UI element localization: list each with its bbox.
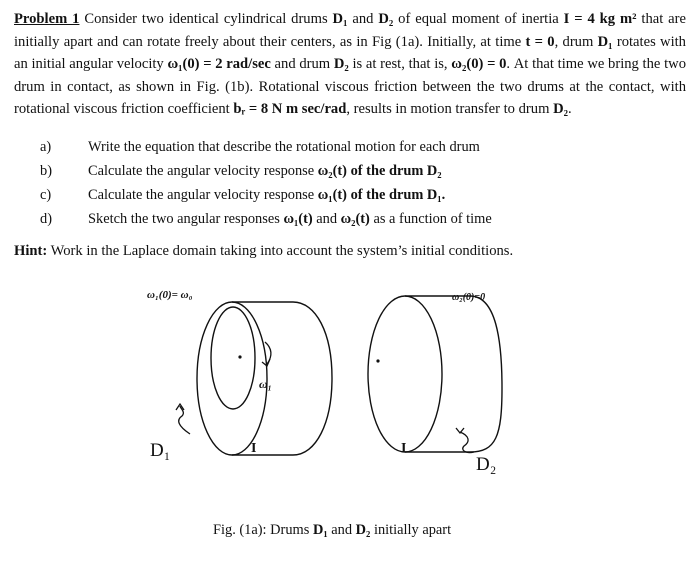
text-segment: that are initially apart and can rotate freely about their centers, as in Fig (1a). Initially, at time (14, 11, 686, 50)
text-segment: . (568, 101, 572, 118)
drum1-body (232, 302, 332, 455)
drum1-label: D₁ (150, 440, 171, 461)
drum1-ref: D₁ (597, 33, 613, 50)
question-bold: ω₁(t) of the drum D₁ (317, 187, 442, 203)
rotation-arrow-drum2 (456, 428, 474, 453)
inertia1-label: I (251, 441, 257, 456)
omega1-initial: ω₁(0) = 2 rad/sec (167, 56, 271, 73)
hint-text: Work in the Laplace domain taking into account the system’s initial conditions. (47, 243, 514, 259)
text-segment: and (347, 11, 379, 27)
drum-2 (368, 296, 502, 452)
drum1-face (197, 302, 267, 455)
omega2-initial: ω₂(0) = 0 (451, 56, 507, 73)
friction-coefficient: bᵣ = 8 N m sec/rad (233, 101, 347, 118)
text-segment: of equal moment of inertia (393, 11, 564, 27)
drum2-label: D₂ (476, 454, 497, 475)
text-segment: is at rest, that is, (348, 56, 452, 73)
question-label: d) (40, 211, 52, 227)
caption-drum1: D₁ (312, 522, 328, 538)
question-bold: ω₁(t) (283, 211, 313, 227)
question-bold: ω₂(t) of the drum D₂ (317, 163, 442, 179)
question-text: Calculate the angular velocity response (88, 163, 318, 179)
text-segment: and drum (270, 56, 334, 73)
question-label: c) (40, 187, 52, 203)
caption-text: and (327, 522, 356, 538)
inertia-value: I = 4 kg m² (563, 11, 637, 27)
caption-text: Fig. (1a): Drums (213, 522, 313, 538)
drum2-ref: D₂ (333, 56, 349, 73)
drum2-ref: D₂ (378, 11, 394, 27)
time-zero: t = 0 (525, 33, 555, 50)
question-text: Write the equation that describe the rotational motion for each drum (88, 139, 480, 155)
drum2-face (368, 296, 442, 452)
omega2-initial-label: ω₂(0)=0 (452, 292, 486, 303)
question-label: a) (40, 139, 52, 155)
drum2-center (376, 359, 379, 362)
figure-caption (213, 519, 451, 541)
text-segment: , results in motion transfer to drum (346, 101, 554, 118)
hint-label: Hint: (14, 243, 48, 259)
drum1-center (238, 355, 241, 358)
drum2-body (405, 296, 502, 452)
question-bold: ω₂(t) (340, 211, 370, 227)
question-text: as a function of time (369, 211, 492, 227)
omega1-initial-label: ω₁(0)= ω₀ (147, 289, 193, 301)
drum1-inner-face (211, 307, 255, 409)
text-segment: Consider two identical cylindrical drums (79, 11, 333, 27)
omega1-label: ω₁ (259, 377, 272, 391)
question-label: b) (40, 163, 52, 179)
text-segment: . At that time we bring the two drum in contact, as shown in Fig. (1b). Rotational viscous friction between the two drums at the contact, with rotational viscous friction coefficient (14, 56, 686, 118)
text-segment: , drum (554, 33, 598, 50)
problem-title: Problem 1 (14, 11, 80, 27)
question-text: Calculate the angular velocity response (88, 187, 318, 203)
caption-text: initially apart (370, 522, 452, 538)
drum2-ref: D₂ (553, 101, 568, 118)
caption-drum2: D₂ (355, 522, 371, 538)
question-text: . (441, 187, 446, 203)
rotation-arrow-drum1 (176, 404, 190, 434)
text-segment: rotates with an initial angular velocity (14, 33, 686, 73)
question-text: Sketch the two angular responses (88, 211, 284, 227)
inertia2-label: I (401, 441, 407, 456)
drum1-ref: D₁ (332, 11, 348, 27)
question-text: and (312, 211, 341, 227)
